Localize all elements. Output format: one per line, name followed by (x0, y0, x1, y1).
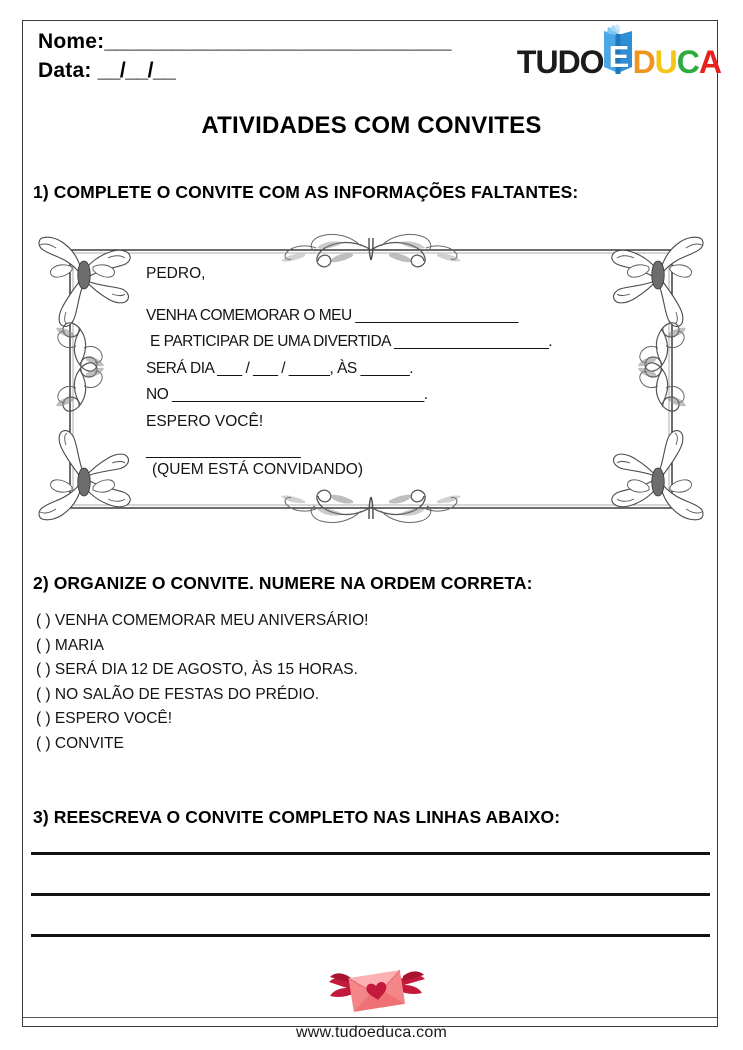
logo-text-tudo: TUDO (516, 44, 604, 80)
list-item[interactable]: ( ) MARIA (36, 636, 105, 654)
name-blank-line[interactable]: _______________________________ (104, 30, 451, 53)
invitation-text (146, 266, 676, 477)
name-label: Nome: (38, 30, 105, 53)
invitation-card (28, 226, 714, 531)
list-item[interactable]: ( ) NO SALÃO DE FESTAS DO PRÉDIO. (36, 685, 320, 703)
list-item[interactable]: ( ) VENHA COMEMORAR MEU ANIVERSÁRIO! (36, 612, 369, 629)
invitation-line-no[interactable]: NO _______________________________. (146, 386, 428, 403)
answer-line[interactable] (31, 934, 710, 937)
question-1-heading: 1) COMPLETE O CONVITE COM AS INFORMAÇÕES FALTANTES: (33, 182, 579, 202)
order-items-list (36, 613, 636, 760)
answer-line[interactable] (31, 852, 710, 855)
logo-text-d: D (632, 44, 655, 80)
date-label: Data: (38, 58, 92, 82)
invitation-greeting: PEDRO, (146, 265, 206, 282)
invitation-line-espero: ESPERO VOCÊ! (146, 412, 264, 430)
logo-text-a: A (698, 44, 721, 80)
answer-line[interactable] (31, 893, 710, 896)
tudoeduca-logo (517, 26, 721, 78)
logo-text-u: U (654, 44, 677, 80)
date-blank-line[interactable]: __/__/__ (97, 58, 176, 82)
footer-divider (23, 1017, 717, 1018)
invitation-line-venha[interactable]: VENHA COMEMORAR O MEU ____________________ (146, 306, 518, 324)
book-icon (601, 32, 634, 78)
winged-love-letter-svg (329, 962, 425, 1018)
logo-text-e: E (608, 39, 629, 74)
footer-website: www.tudoeduca.com (295, 1024, 448, 1041)
question-2-heading: 2) ORGANIZE O CONVITE. NUMERE NA ORDEM CORRETA: (33, 573, 533, 593)
list-item[interactable]: ( ) ESPERO VOCÊ! (36, 710, 173, 727)
invitation-line-sera-dia[interactable]: SERÁ DIA ___ / ___ / _____, ÀS ______. (146, 359, 414, 377)
invitation-signature-caption: (QUEM ESTÁ CONVIDANDO) (152, 460, 363, 478)
logo-text-c: C (676, 44, 699, 80)
winged-love-letter-icon (329, 962, 425, 1018)
list-item[interactable]: ( ) SERÁ DIA 12 DE AGOSTO, ÀS 15 HORAS. (36, 661, 358, 678)
invitation-line-participar[interactable]: E PARTICIPAR DE UMA DIVERTIDA ___________________. (150, 333, 553, 350)
invitation-signature-blank[interactable]: ___________________ (146, 442, 301, 459)
page-title: ATIVIDADES COM CONVITES (201, 112, 542, 139)
question-3-heading: 3) REESCREVA O CONVITE COMPLETO NAS LINHAS ABAIXO: (33, 807, 561, 827)
answer-lines (31, 852, 710, 975)
list-item[interactable]: ( ) CONVITE (36, 734, 124, 752)
